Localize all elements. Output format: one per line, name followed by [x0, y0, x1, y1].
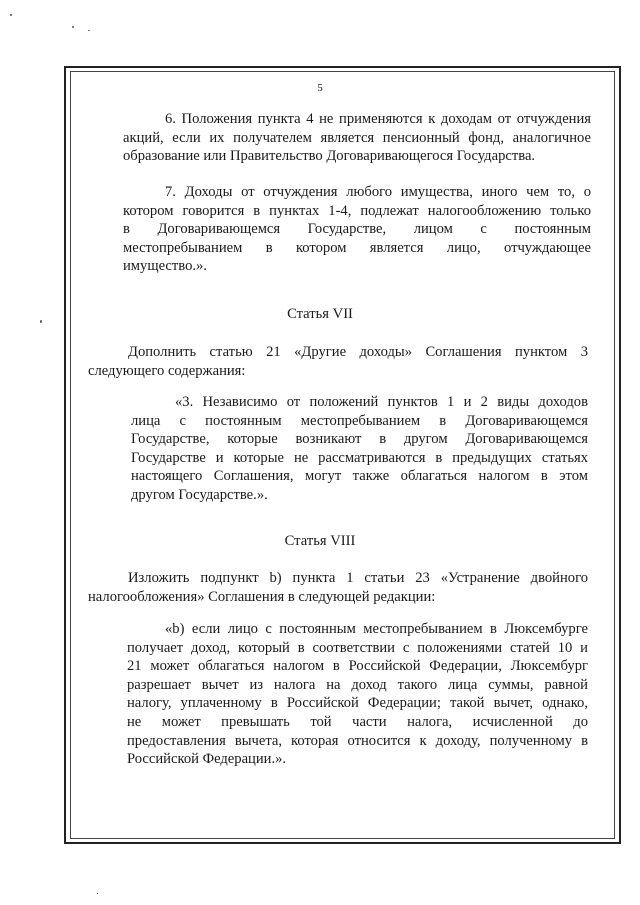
text-line: котором говорится в пунктах 1-4, подлежат налогообложению только: [123, 202, 591, 219]
page-number: 5: [317, 82, 323, 94]
paragraph-6: [123, 110, 591, 166]
text-line: лица с постоянным местопребыванием в Договаривающемся: [131, 412, 588, 429]
text-line: «b) если лицо с постоянным местопребыванием в Люксембурге: [165, 621, 588, 637]
scan-speck: [10, 14, 12, 16]
text-line: 7. Доходы от отчуждения любого имущества, иного чем то, о: [165, 184, 591, 200]
text-line: 21 может облагаться налогом в Российской Федерации, Люксембург: [127, 658, 588, 675]
text-line: предоставления вычета, которая относится к доходу, полученному в: [127, 732, 588, 749]
text-line: другом Государстве.».: [131, 486, 268, 503]
scan-speck: [97, 893, 98, 894]
text-line: местопребыванием в котором является лицо, отчуждающее: [123, 239, 591, 256]
text-line: образование или Правительство Договаривающегося Государства.: [123, 148, 536, 165]
text-line: следующего содержания:: [88, 362, 246, 379]
text-line: налогообложения» Соглашения в следующей редакции:: [88, 588, 436, 605]
text-line: в Договаривающемся Государстве, лицом с постоянным: [123, 221, 591, 238]
paragraph-7: [123, 183, 591, 276]
scan-speck: [88, 30, 90, 31]
text-line: получает доход, который в соответствии с положениями статей 10 и: [127, 639, 588, 656]
text-line: Российской Федерации.».: [127, 751, 287, 768]
text-line: акций, если их получателем является пенсионный фонд, аналогичное: [123, 129, 591, 146]
text-line: настоящего Соглашения, могут также облагаться налогом в этом: [131, 468, 588, 485]
text-line: не может превышать той части налога, исчисленной до: [127, 713, 588, 730]
text-line: Дополнить статью 21 «Другие доходы» Соглашения пунктом 3: [128, 344, 588, 360]
article-8-quote: [127, 620, 588, 769]
text-line: Государстве, которые возникают в другом Договаривающемся: [131, 431, 588, 448]
text-line: «3. Независимо от положений пунктов 1 и 2 виды доходов: [175, 394, 588, 410]
text-line: 6. Положения пункта 4 не применяются к доходам от отчуждения: [165, 111, 591, 127]
text-line: разрешает вычет из налога на доход такого лица суммы, равной: [127, 676, 588, 693]
text-line: имущество.».: [123, 258, 207, 275]
text-line: Изложить подпункт b) пункта 1 статьи 23 «Устранение двойного: [128, 570, 588, 586]
article-8-intro: [88, 569, 588, 606]
article-7-heading: Статья VII: [287, 306, 353, 322]
article-8-heading: Статья VIII: [284, 533, 356, 549]
scan-speck: [72, 26, 74, 28]
text-line: Государстве и которые не рассматриваются в предыдущих статьях: [131, 449, 588, 466]
article-7-intro: [88, 343, 588, 380]
article-7-quote: [131, 393, 588, 505]
text-line: налогу, уплаченному в Российской Федерации; такой вычет, однако,: [127, 695, 588, 712]
